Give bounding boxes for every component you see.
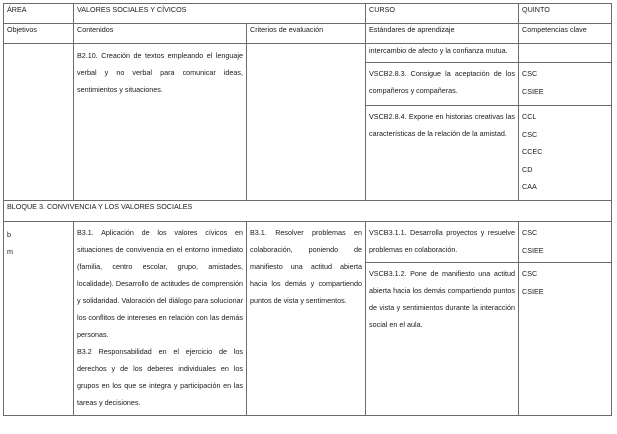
objetivo-item: m — [7, 247, 13, 256]
competencia-badge: CAA — [522, 182, 537, 191]
competencias-cell — [519, 44, 612, 201]
objetivos-cell — [4, 222, 74, 416]
objetivos-cell — [4, 44, 74, 201]
competencia-badge: CSIEE — [522, 245, 544, 255]
curso-value: QUINTO — [519, 4, 612, 24]
table-row-bloque2 — [4, 44, 612, 201]
competencias-item — [519, 222, 611, 262]
standard-item: VSCB3.1.1. Desarrolla proyectos y resuelve problemas en colaboración. — [369, 228, 516, 254]
competencias-item — [519, 44, 611, 62]
area-value: VALORES SOCIALES Y CÍVICOS — [74, 4, 366, 24]
estandares-cell — [366, 222, 519, 416]
bloque-title-row — [4, 201, 612, 222]
contenidos-cell — [74, 44, 247, 201]
competencias-item — [519, 105, 611, 200]
competencia-badge: CCEC — [522, 147, 543, 156]
competencia-badge: CD — [522, 164, 533, 174]
curriculum-table — [3, 3, 612, 416]
criterios-cell — [247, 222, 366, 416]
contenido-text: B3.1. Aplicación de los valores cívicos en situaciones de convivencia en el entorno inmediato (familia, centro escolar, grupo, amistades, localidade). Desarrollo de actitudes de comprensión y solidaridad. Valoración del diálogo para solucionar los conflitos de intereses en relación con las demás personas. — [77, 228, 243, 339]
competencia-badge: CCL — [522, 112, 537, 121]
competencias-cell — [519, 222, 612, 416]
competencias-item — [519, 62, 611, 105]
area-label: ÁREA — [4, 4, 74, 24]
objetivo-item: b — [7, 230, 11, 239]
column-header-contenidos: Contenidos — [74, 24, 247, 44]
contenido-text: B3.2 Responsabilidad en el ejercicio de los derechos y de los deberes individuales en los grupos en los que se integra y participación en las tareas y decisiones. — [77, 347, 243, 407]
competencias-item — [519, 262, 611, 415]
criterios-cell — [247, 44, 366, 201]
bloque-title: BLOQUE 3. CONVIVENCIA Y LOS VALORES SOCIALES — [4, 201, 612, 222]
column-header-estandares: Estándares de aprendizaje — [366, 24, 519, 44]
competencia-badge: CSIEE — [522, 86, 544, 96]
curso-label: CURSO — [366, 4, 519, 24]
estandares-cell — [366, 44, 519, 201]
criterio-text: B3.1. Resolver problemas en colaboración, poniendo de manifiesto una actitud abierta hacia los demás y compartiendo puntos de vista y sentimentos. — [250, 228, 363, 305]
contenido-text: B2.10. Creación de textos empleando el lenguaje verbal y no verbal para comunicar ideas, sentimientos y situaciones. — [77, 51, 243, 94]
competencia-badge: CSC — [522, 269, 538, 278]
column-header-criterios: Criterios de evaluación — [247, 24, 366, 44]
standard-item: VSCB3.1.2. Pone de manifiesto una actitud abierta hacia los demás compartiendo puntos de vista y sentimientos durante la interacción social en el aula. — [366, 262, 518, 415]
column-header-objetivos: Objetivos — [4, 24, 74, 44]
competencia-badge: CSIEE — [522, 286, 544, 296]
competencia-badge: CSC — [522, 69, 538, 78]
table-row-bloque3 — [4, 222, 612, 416]
standard-item: intercambio de afecto y la confianza mutua. — [369, 46, 508, 55]
standard-item: VSCB2.8.3. Consigue la aceptación de los compañeros y compañeras. — [366, 62, 518, 105]
standard-item: VSCB2.8.4. Expone en historias creativas las características de la relación de la amistad. — [366, 105, 518, 200]
column-header-competencias: Competencias clave — [519, 24, 612, 44]
column-header-row — [4, 24, 612, 44]
competencia-badge: CSC — [522, 228, 538, 237]
competencia-badge: CSC — [522, 129, 538, 139]
contenidos-cell — [74, 222, 247, 416]
header-row — [4, 4, 612, 24]
